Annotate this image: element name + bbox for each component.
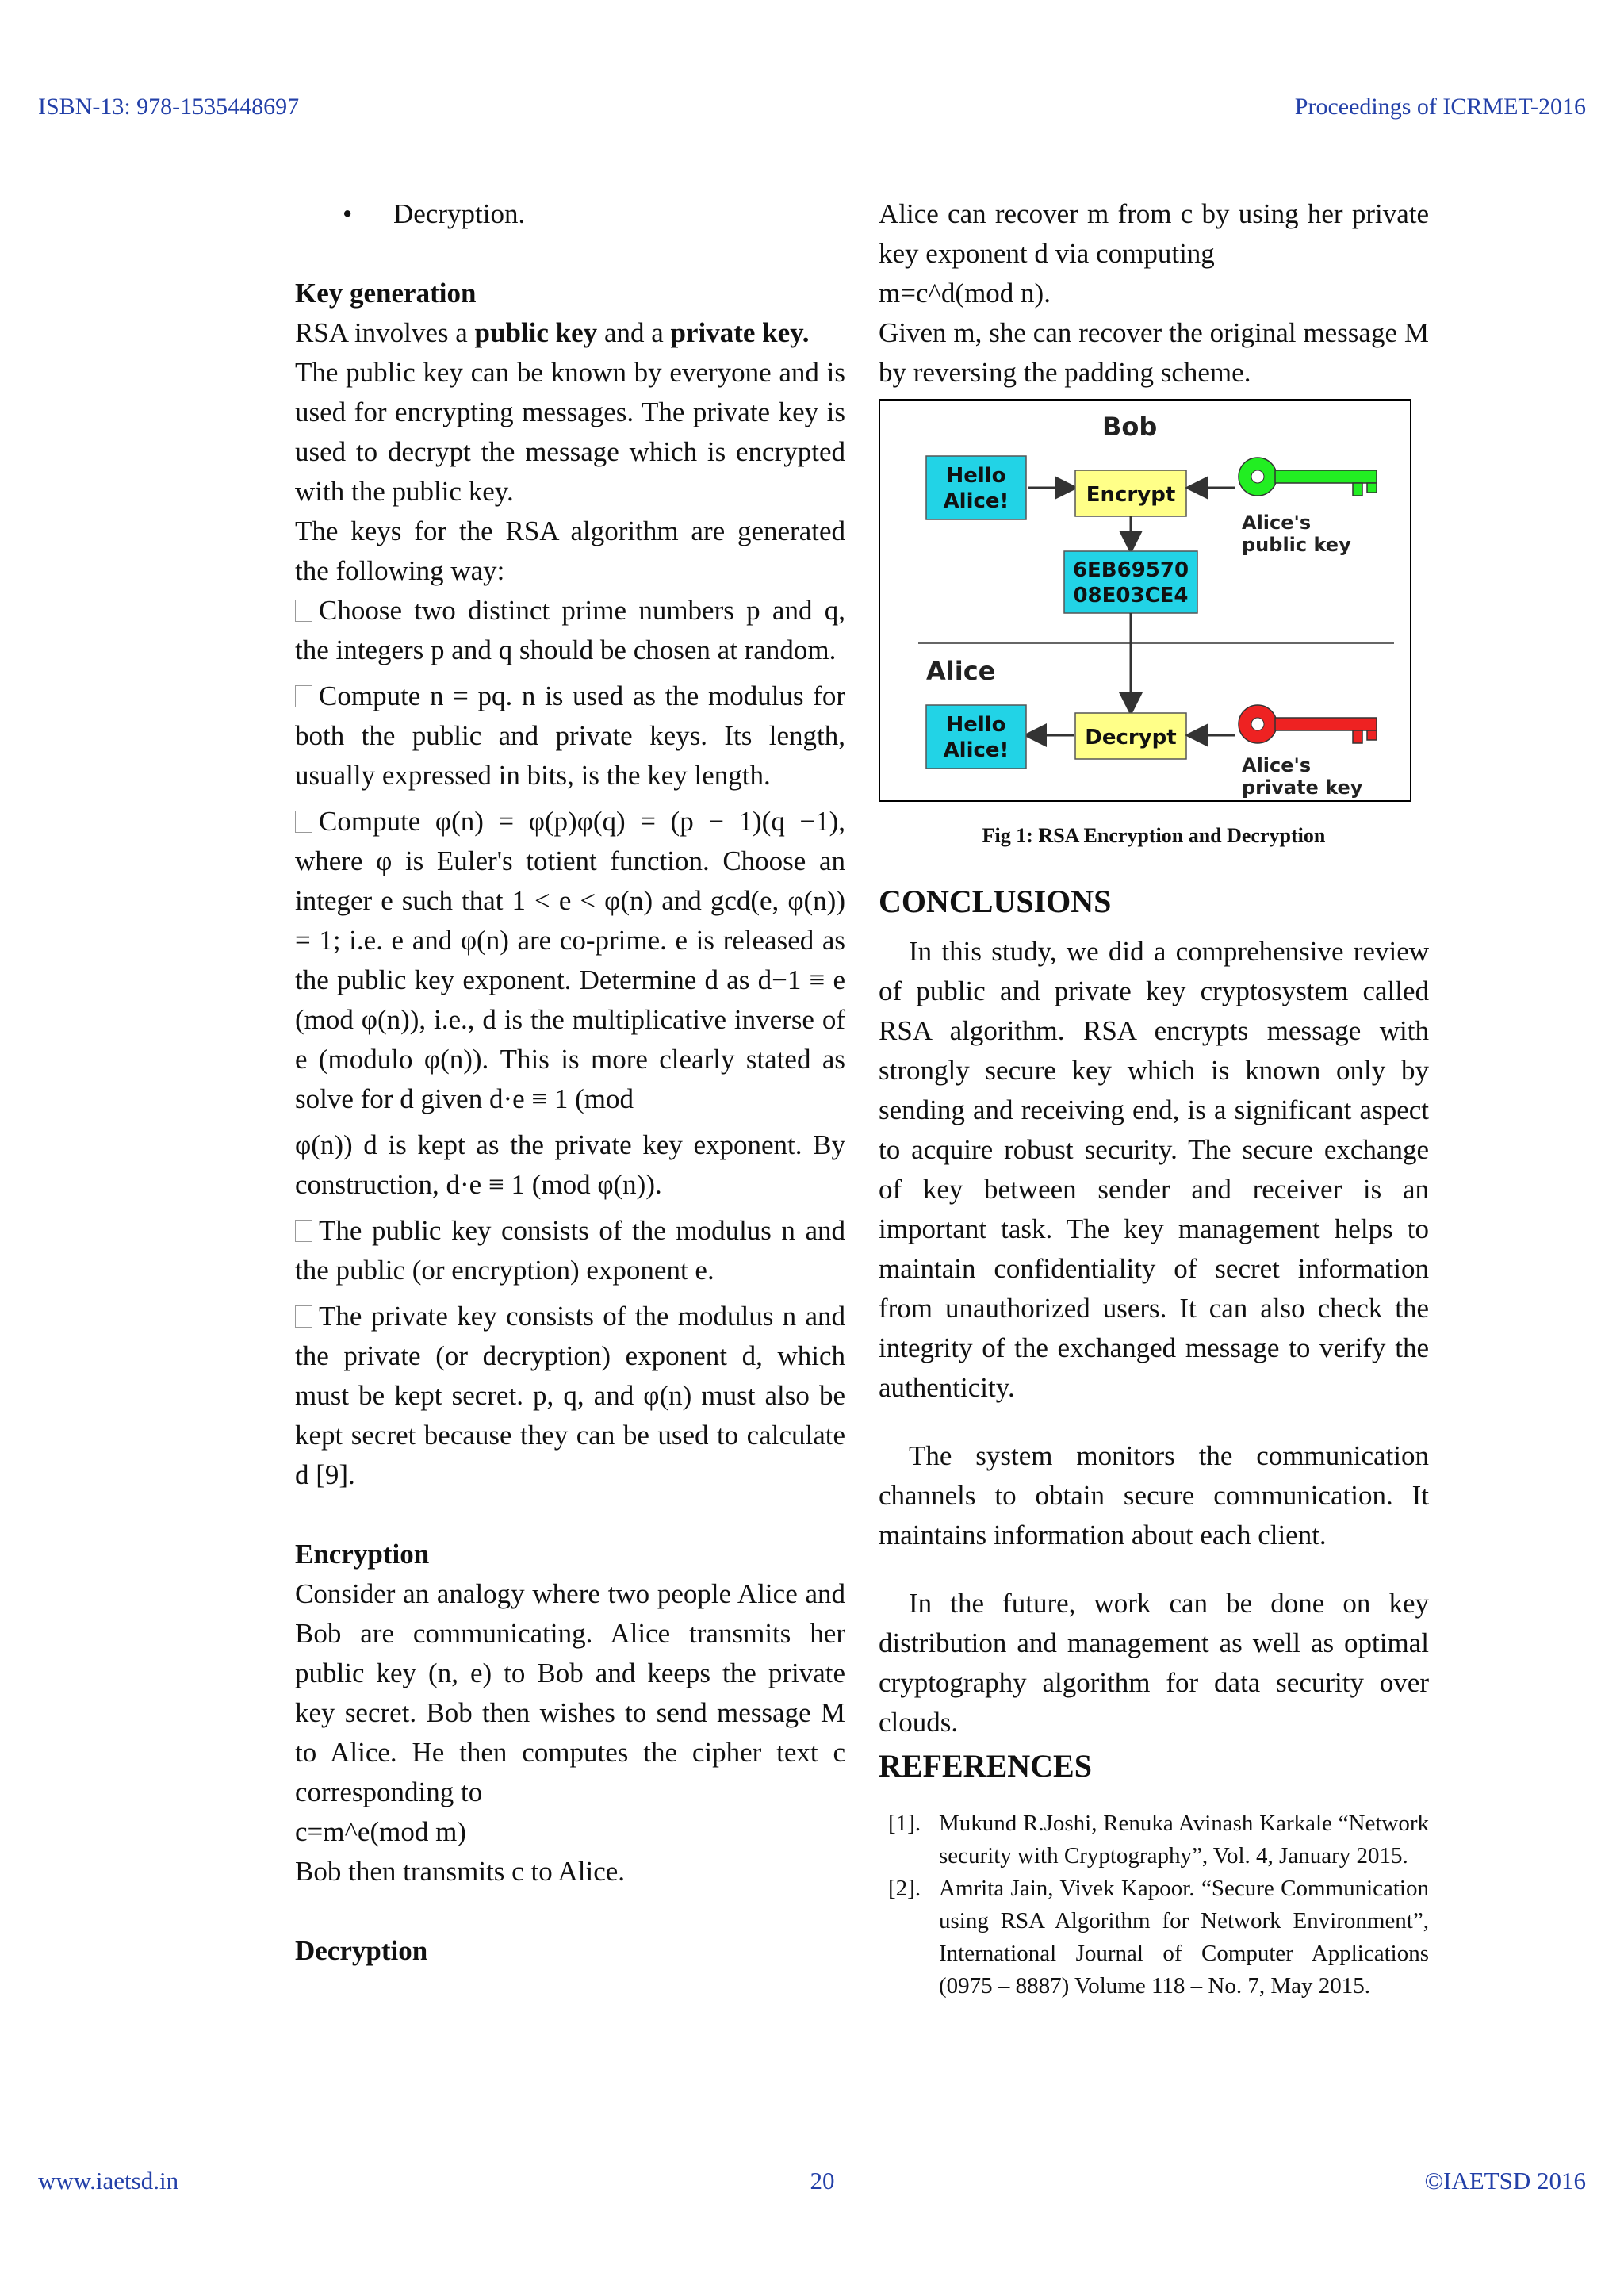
reference-text: Mukund R.Joshi, Renuka Avinash Karkale “Network security with Cryptography”, Vol. 4, January 2015. (939, 1811, 1429, 1869)
encrypt-label: Encrypt (1086, 483, 1176, 507)
page-number: 20 (810, 2167, 835, 2194)
private-key-label-1: Alice's (1242, 754, 1312, 776)
keygen-paragraph: The public key can be known by everyone and is used for encrypting messages. The private key is used to decrypt the message which is encrypted with the public key. (295, 357, 845, 507)
public-key-term: public key (474, 317, 598, 348)
bullet-text: Decryption. (393, 198, 526, 229)
public-key-label-1: Alice's (1242, 512, 1312, 534)
public-key-label-2: public key (1242, 534, 1351, 556)
encryption-heading: Encryption (295, 1539, 430, 1570)
right-column (879, 194, 1429, 2003)
private-key-label-2: private key (1242, 776, 1363, 799)
reference-item (879, 1872, 1429, 2003)
step-4-text: The public key consists of the modulus n and the public (or encryption) exponent e. (295, 1215, 845, 1286)
private-key-term: private key. (670, 317, 810, 348)
page-footer (38, 2167, 1586, 2198)
step-3-continued: φ(n)) d is kept as the private key exponent. By construction, d·e ≡ 1 (mod φ(n)). (295, 1129, 845, 1200)
hello-bottom-line1: Hello (946, 713, 1006, 737)
decryption-formula: m=c^d(mod n). (879, 278, 1051, 309)
keygen-way-paragraph: The keys for the RSA algorithm are generated the following way: (295, 516, 845, 586)
rsa-diagram (880, 401, 1410, 800)
step-2-text: Compute n = pq. n is used as the modulus for both the public and private keys. Its length, usually expressed in bits, is the key length. (295, 680, 845, 791)
references-heading: REFERENCES (879, 1748, 1092, 1784)
box-bullet-icon (295, 1305, 312, 1328)
step-3 (295, 802, 845, 1119)
step-4 (295, 1211, 845, 1290)
keygen-intro-text: RSA involves a (295, 317, 475, 348)
website-text: www.iaetsd.in (38, 2167, 179, 2194)
step-1-text: Choose two distinct prime numbers p and q, the integers p and q should be chosen at random. (295, 595, 845, 665)
page-header (38, 94, 1586, 125)
decryption-heading: Decryption (295, 1935, 428, 1966)
proceedings-title: Proceedings of ICRMET-2016 (1294, 94, 1586, 120)
keygen-and-text: and a (597, 317, 671, 348)
red-key-icon (1239, 705, 1377, 743)
green-key-icon (1239, 458, 1377, 496)
keygen-intro (295, 313, 845, 353)
conclusions-paragraph-3: In the future, work can be done on key distribution and management as well as optimal cryptography algorithm for data security over clouds. (879, 1588, 1429, 1738)
rsa-figure (879, 399, 1411, 802)
decryption-paragraph: Alice can recover m from c by using her private key exponent d via computing (879, 198, 1429, 269)
cipher-line2: 08E03CE4 (1073, 584, 1189, 608)
isbn-text: ISBN-13: 978-1535448697 (38, 94, 300, 120)
alice-label: Alice (926, 656, 996, 686)
key-generation-heading: Key generation (295, 278, 477, 309)
step-2 (295, 677, 845, 795)
step-5 (295, 1297, 845, 1495)
hello-bottom-line2: Alice! (943, 738, 1009, 762)
box-bullet-icon (295, 1220, 312, 1242)
bullet-dot-icon: • (343, 198, 353, 229)
copyright-text: ©IAETSD 2016 (1424, 2167, 1586, 2194)
decryption-bullet (295, 194, 845, 234)
references-list (879, 1807, 1429, 2003)
conclusions-paragraph-1: In this study, we did a comprehensive review of public and private key cryptosystem called RSA algorithm. RSA encrypts message with strongly secure key which is known only by sending and receiving end, is a significant aspect to acquire robust security. The secure exchange of key between sender and receiver is an important task. The key management helps to maintain confidentiality of secret information from unauthorized users. It can also check the integrity of the exchanged message to verify the authenticity. (879, 936, 1429, 1403)
reference-text: Amrita Jain, Vivek Kapoor. “Secure Communication using RSA Algorithm for Network Environment”, International Journal of Computer Applications (0975 – 8887) Volume 118 – No. 7, May 2015. (939, 1876, 1429, 1999)
left-column (295, 194, 845, 1971)
encryption-formula: c=m^e(mod m) (295, 1816, 466, 1847)
conclusions-heading: CONCLUSIONS (879, 884, 1112, 919)
step-5-text: The private key consists of the modulus n and the private (or decryption) exponent d, which must be kept secret. p, q, and φ(n) must also be kept secret because they can be used to calculate d [9]. (295, 1301, 845, 1490)
box-bullet-icon (295, 811, 312, 833)
box-bullet-icon (295, 685, 312, 707)
reference-number: [1]. (888, 1811, 921, 1836)
step-3-text: Compute φ(n) = φ(p)φ(q) = (p − 1)(q −1), where φ is Euler's totient function. Choose an integer e such that 1 < e < φ(n) and gcd(e, φ(n)) = 1; i.e. e and φ(n) are co-prime. e is released as the public key exponent. Determine d as d−1 ≡ e (mod φ(n)), i.e., d is the multiplicative inverse of e (modulo φ(n)). This is more clearly stated as solve for d given d·e ≡ 1 (mod (295, 806, 845, 1114)
figure-caption: Fig 1: RSA Encryption and Decryption (982, 824, 1326, 847)
encryption-transmit: Bob then transmits c to Alice. (295, 1856, 626, 1887)
cipher-line1: 6EB69570 (1072, 558, 1189, 582)
conclusions-paragraph-2: The system monitors the communication channels to obtain secure communication. It maintains information about each client. (879, 1440, 1429, 1550)
reference-item (879, 1807, 1429, 1872)
hello-top-line1: Hello (946, 464, 1006, 488)
decryption-paragraph-2: Given m, she can recover the original message M by reversing the padding scheme. (879, 317, 1429, 388)
hello-top-line2: Alice! (943, 489, 1009, 513)
decrypt-label: Decrypt (1085, 726, 1177, 749)
encryption-paragraph: Consider an analogy where two people Alice and Bob are communicating. Alice transmits her public key (n, e) to Bob and keeps the private key secret. Bob then wishes to send message M to Alice. He then computes the cipher text c corresponding to (295, 1578, 845, 1807)
box-bullet-icon (295, 600, 312, 622)
reference-number: [2]. (888, 1876, 921, 1901)
bob-label: Bob (1102, 412, 1158, 442)
step-1 (295, 591, 845, 670)
